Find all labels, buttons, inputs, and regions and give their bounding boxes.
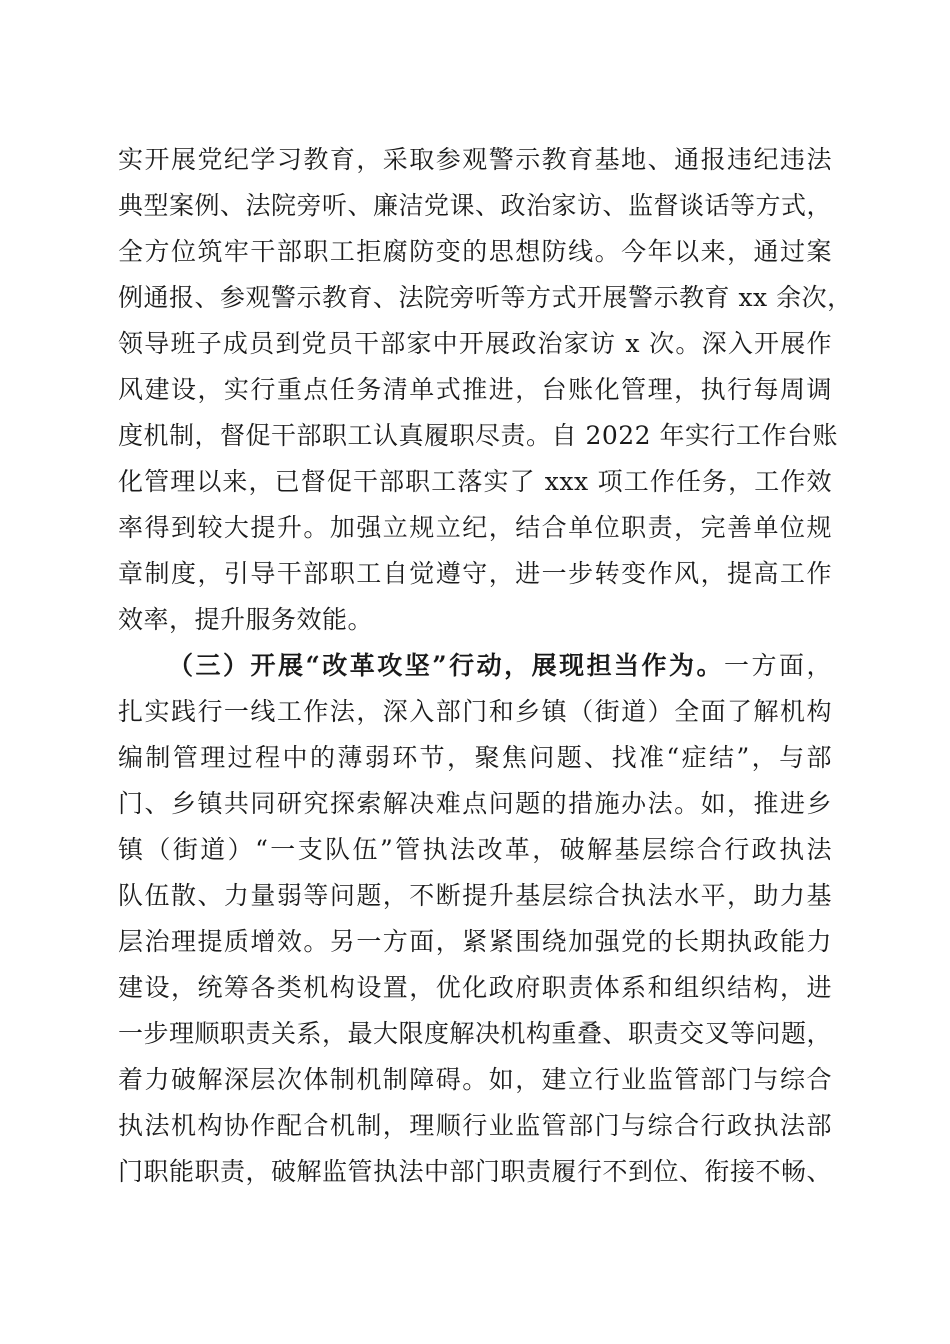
paragraph-line: 着力破解深层次体制机制障碍。如，建立行业监管部门与综合 [118, 1065, 832, 1094]
paragraph-line: 化管理以来，已督促干部职工落实了 xxx 项工作任务，工作效 [118, 467, 832, 496]
paragraph-line: 典型案例、法院旁听、廉洁党课、政治家访、监督谈话等方式， [118, 191, 833, 220]
paragraph-line: 扎实践行一线工作法，深入部门和乡镇（街道）全面了解机构 [118, 697, 832, 726]
paragraph-line: 效率，提升服务效能。 [118, 605, 374, 634]
paragraph-line: 门职能职责，破解监管执法中部门职责履行不到位、衔接不畅、 [118, 1157, 833, 1186]
paragraph-line: 全方位筑牢干部职工拒腐防变的思想防线。今年以来，通过案 [118, 237, 832, 266]
section-first-line-text: 一方面， [724, 651, 832, 680]
paragraph-line: 实开展党纪学习教育，采取参观警示教育基地、通报违纪违法 [118, 145, 832, 174]
paragraph-line: 门、乡镇共同研究探索解决难点问题的措施办法。如，推进乡 [118, 789, 832, 818]
section-heading: （三）开展“改革攻坚”行动，展现担当作为。 [168, 651, 725, 680]
paragraph-line: 镇（街道）“一支队伍”管执法改革，破解基层综合行政执法 [118, 835, 832, 864]
paragraph-line: 编制管理过程中的薄弱环节，聚焦问题、找准“症结”，与部 [118, 743, 832, 772]
paragraph-line: 队伍散、力量弱等问题，不断提升基层综合执法水平，助力基 [118, 881, 832, 910]
paragraph-line: 一步理顺职责关系，最大限度解决机构重叠、职责交叉等问题， [118, 1019, 833, 1048]
paragraph-line: 度机制，督促干部职工认真履职尽责。自 2022 年实行工作台账 [118, 421, 839, 450]
paragraph-line: 章制度，引导干部职工自觉遵守，进一步转变作风，提高工作 [118, 559, 832, 588]
section-heading-line [168, 648, 832, 684]
paragraph-line: 建设，统筹各类机构设置，优化政府职责体系和组织结构，进 [118, 973, 832, 1002]
paragraph-line: 例通报、参观警示教育、法院旁听等方式开展警示教育 xx 余次， [118, 283, 853, 312]
paragraph-line: 率得到较大提升。加强立规立纪，结合单位职责，完善单位规 [118, 513, 832, 542]
paragraph-line: 执法机构协作配合机制，理顺行业监管部门与综合行政执法部 [118, 1111, 832, 1140]
paragraph-line: 风建设，实行重点任务清单式推进，台账化管理，执行每周调 [118, 375, 832, 404]
paragraph-line: 层治理提质增效。另一方面，紧紧围绕加强党的长期执政能力 [118, 927, 832, 956]
paragraph-line: 领导班子成员到党员干部家中开展政治家访 x 次。深入开展作 [118, 329, 832, 358]
